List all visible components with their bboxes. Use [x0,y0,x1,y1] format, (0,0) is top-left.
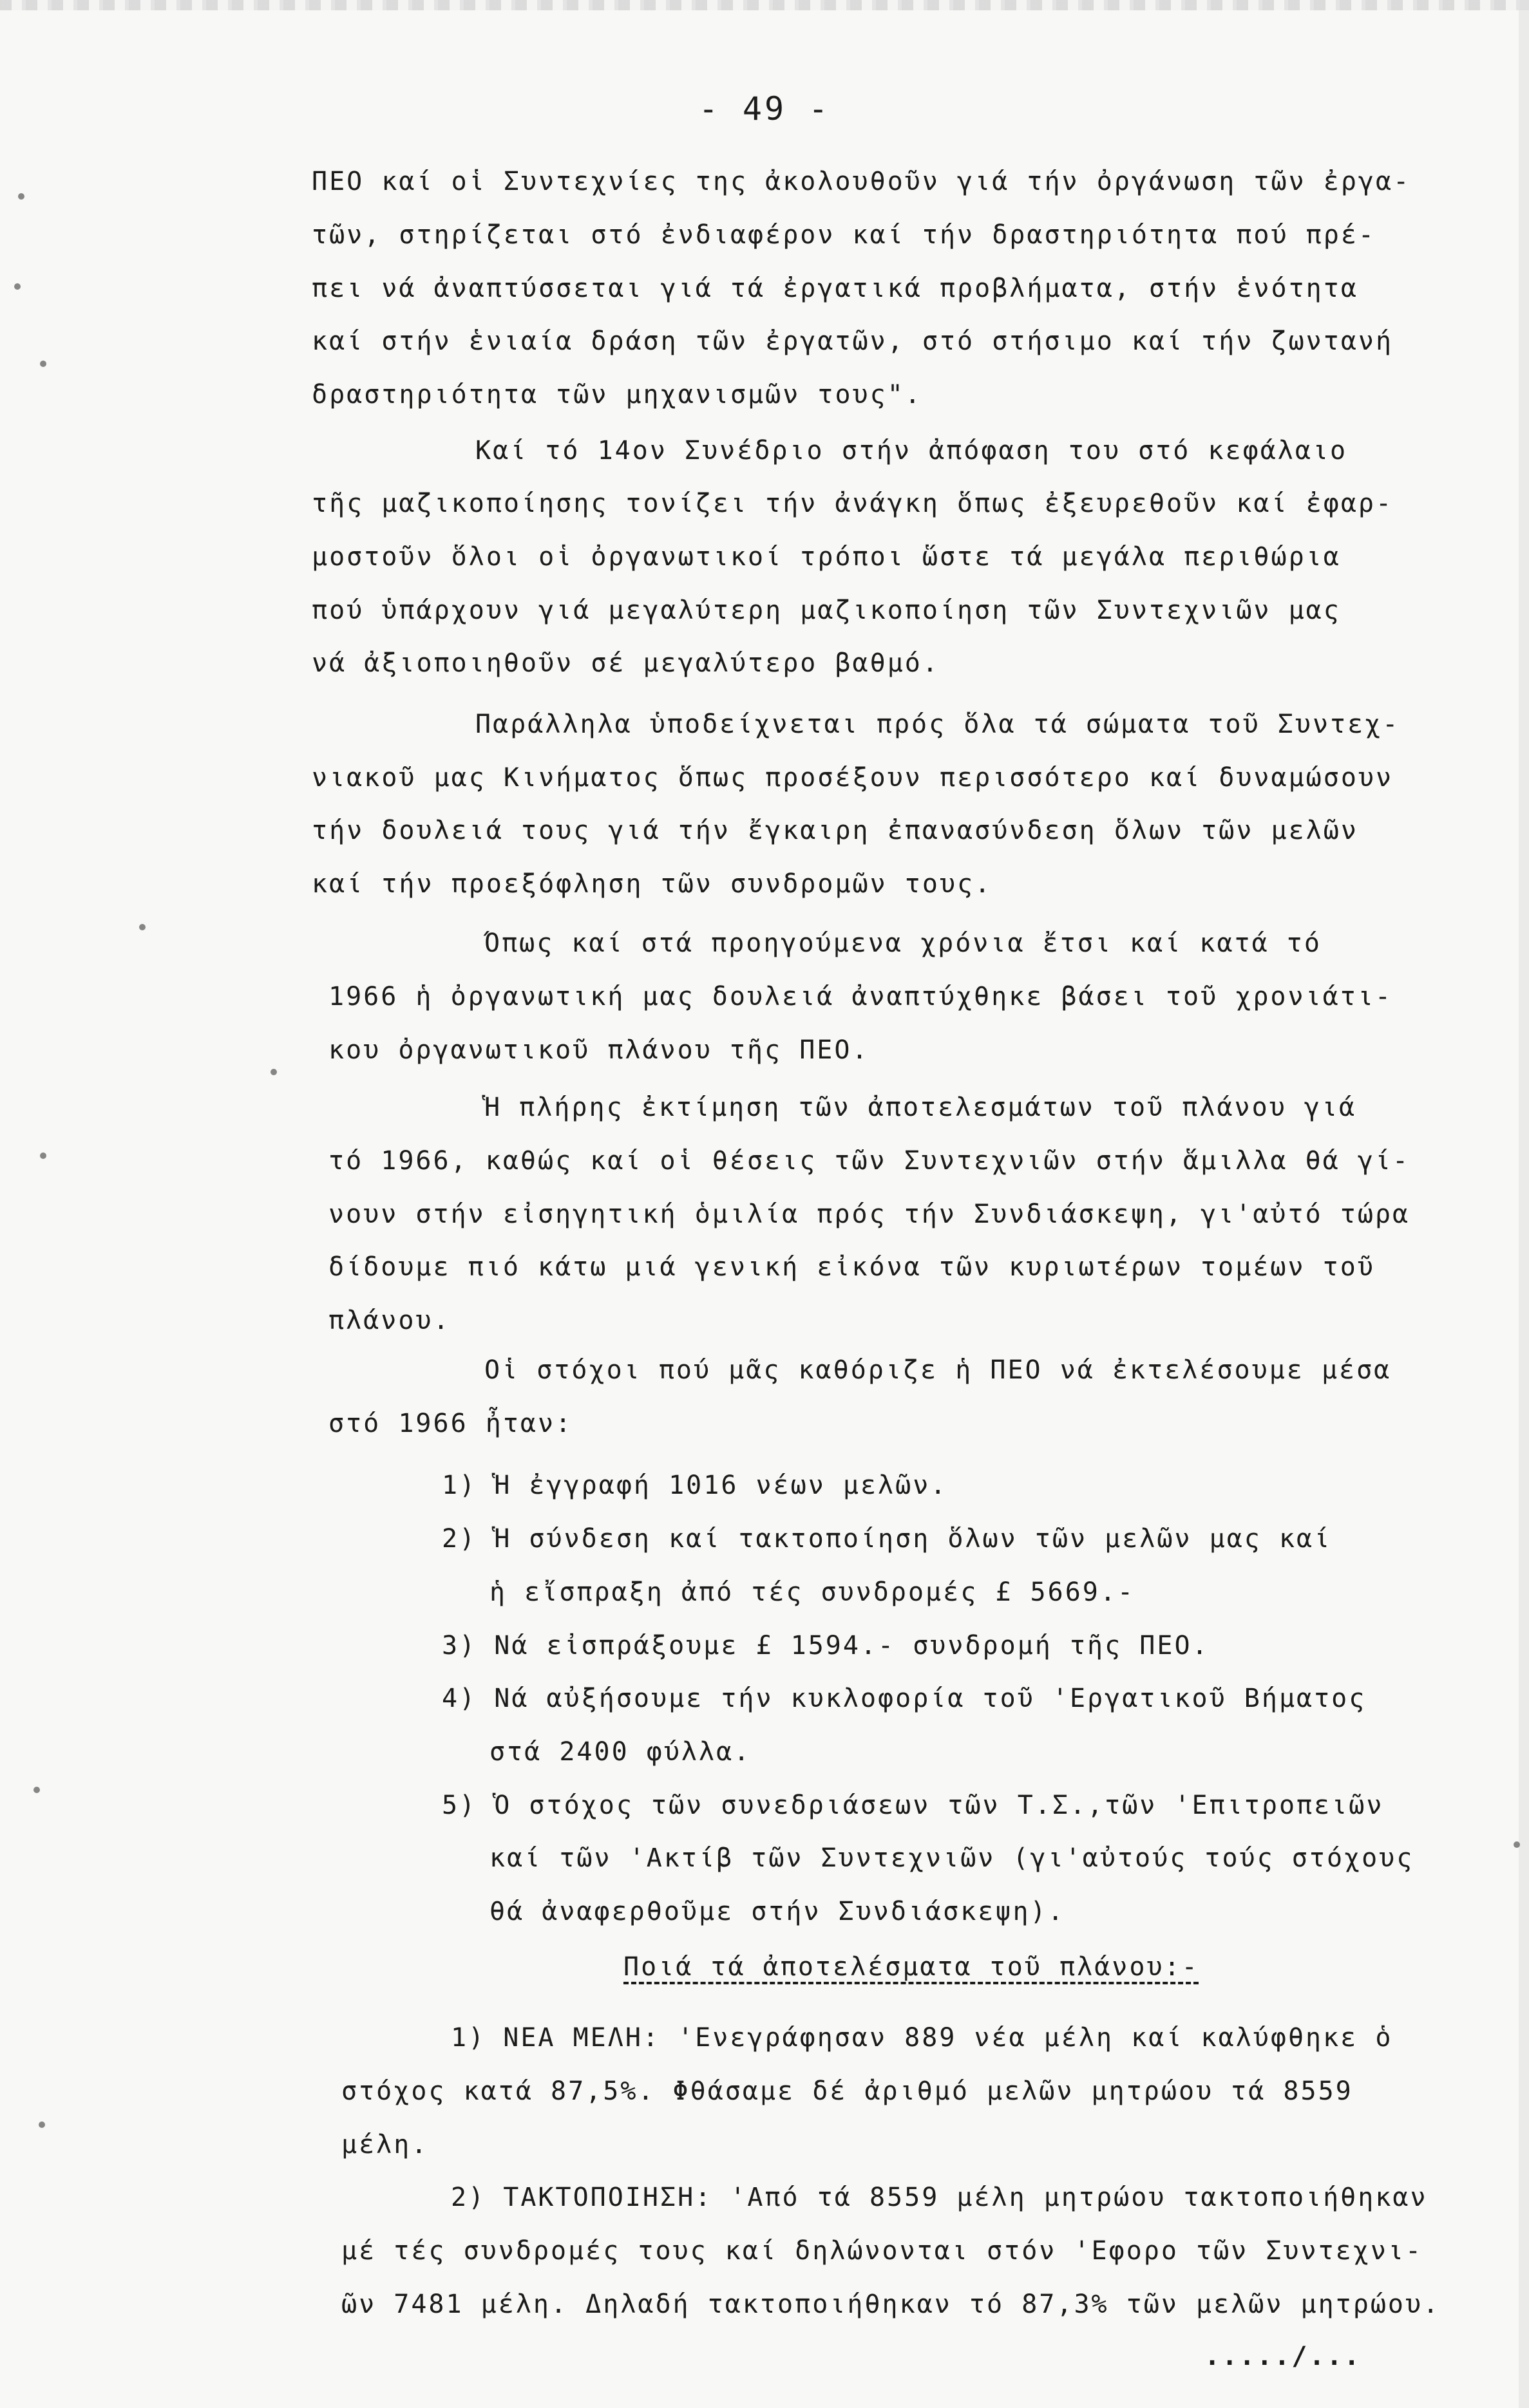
text-line: νά ἀξιοποιηθοῦν σέ μεγαλύτερο βαθμό. [312,648,940,678]
text-line: ΠΕΟ καί οἱ Συντεχνίες της ἀκολουθοῦν γιά τήν ὀργάνωση τῶν ἐργα- [312,167,1411,196]
text-line: ῶν 7481 μέλη. Δηλαδή τακτοποιήθηκαν τό 87,3% τῶν μελῶν μητρώου. [341,2290,1441,2319]
list-item: 4) Νά αὐξήσουμε τήν κυκλοφορία τοῦ 'Εργατικοῦ Βήματος [442,1684,1367,1713]
result-line: 1) ΝΕΑ ΜΕΛΗ: 'Ενεγράφησαν 889 νέα μέλη καί καλύφθηκε ὁ [451,2023,1393,2053]
text-line: πει νά ἀναπτύσσεται γιά τά ἐργατικά προβλήματα, στήν ἑνότητα [312,274,1358,303]
text-line: τήν δουλειά τους γιά τήν ἔγκαιρη ἐπανασύνδεση ὅλων τῶν μελῶν [312,816,1358,845]
list-item-continuation: καί τῶν 'Ακτίβ τῶν Συντεχνιῶν (γι'αὐτούς τούς στόχους [489,1843,1414,1873]
text-line: Οἱ στόχοι πού μᾶς καθόριζε ἡ ΠΕΟ νά ἐκτελέσουμε μέσα [484,1355,1392,1385]
text-line: Παράλληλα ὑποδείχνεται πρός ὅλα τά σώματα τοῦ Συντεχ- [475,710,1400,739]
text-line: τῶν, στηρίζεται στό ἐνδιαφέρον καί τήν δραστηριότητα πού πρέ- [312,220,1376,250]
scan-speck [18,193,24,200]
section-heading: Ποιά τά ἀποτελέσματα τοῦ πλάνου:- [623,1952,1199,1982]
continued-marker: ...../... [1204,2342,1362,2371]
list-item-continuation: στά 2400 φύλλα. [489,1737,752,1767]
list-item: 3) Νά εἰσπράξουμε £ 1594.- συνδρομή τῆς ΠΕΟ. [442,1631,1210,1660]
text-line: Καί τό 14ον Συνέδριο στήν ἀπόφαση του στό κεφάλαιο [475,436,1348,466]
scan-speck [33,1787,40,1793]
scan-top-edge [0,0,1529,10]
scan-speck [14,283,21,290]
scan-speck [1514,1841,1520,1848]
text-line: νουν στήν εἰσηγητική ὁμιλία πρός τήν Συνδιάσκεψη, γι'αὐτό τώρα [328,1199,1410,1229]
scan-speck [40,361,46,367]
scan-right-edge [1519,0,1529,2408]
text-line: μέλη. [341,2130,429,2159]
text-line: στό 1966 ἦταν: [328,1409,573,1438]
text-line: νιακοῦ μας Κινήματος ὅπως προσέξουν περισσότερο καί δυναμώσουν [312,763,1394,793]
text-line: κου ὀργανωτικοῦ πλάνου τῆς ΠΕΟ. [328,1035,869,1065]
text-line: στόχος κατά 87,5%. Φθάσαμε δέ ἀριθμό μελῶν μητρώου τά 8559 [341,2076,1353,2106]
text-line: δίδουμε πιό κάτω μιά γενική εἰκόνα τῶν κυριωτέρων τομέων τοῦ [328,1252,1375,1282]
text-line: καί στήν ἑνιαία δράση τῶν ἐργατῶν, στό στήσιμο καί τήν ζωντανή [312,326,1394,356]
scan-speck [271,1069,277,1075]
text-line: Ἡ πλήρης ἐκτίμηση τῶν ἀποτελεσμάτων τοῦ πλάνου γιά [484,1093,1357,1122]
scan-speck [40,1152,46,1159]
text-line: Όπως καί στά προηγούμενα χρόνια ἔτσι καί κατά τό [484,928,1322,958]
page-number: - 49 - [698,90,831,127]
text-line: τῆς μαζικοποίησης τονίζει τήν ἀνάγκη ὅπως ἐξευρεθοῦν καί ἐφαρ- [312,489,1394,518]
text-line: 1966 ἡ ὀργανωτική μας δουλειά ἀναπτύχθηκε βάσει τοῦ χρονιάτι- [328,982,1393,1011]
list-item: 2) Ἡ σύνδεση καί τακτοποίηση ὅλων τῶν μελῶν μας καί [442,1524,1332,1554]
list-item: 1) Ἡ ἐγγραφή 1016 νέων μελῶν. [442,1471,948,1500]
list-item-continuation: ἡ εἴσπραξη ἀπό τές συνδρομές £ 5669.- [489,1577,1135,1607]
text-line: καί τήν προεξόφληση τῶν συνδρομῶν τους. [312,869,992,899]
text-line: δραστηριότητα τῶν μηχανισμῶν τους". [312,380,922,409]
scan-speck [139,924,146,930]
scan-speck [39,2121,45,2128]
list-item-continuation: θά ἀναφερθοῦμε στήν Συνδιάσκεψη). [489,1897,1065,1926]
text-line: τό 1966, καθώς καί οἱ θέσεις τῶν Συντεχνιῶν στήν ἅμιλλα θά γί- [328,1146,1410,1176]
list-item: 5) Ὁ στόχος τῶν συνεδριάσεων τῶν Τ.Σ.,τῶν 'Επιτροπειῶν [442,1791,1384,1820]
text-line: πού ὑπάρχουν γιά μεγαλύτερη μαζικοποίηση τῶν Συντεχνιῶν μας [312,596,1341,625]
text-line: πλάνου. [328,1306,451,1335]
text-line: μέ τές συνδρομές τους καί δηλώνονται στόν 'Εφορο τῶν Συντεχνι- [341,2236,1423,2266]
result-line: 2) ΤΑΚΤΟΠΟΙΗΣΗ: 'Από τά 8559 μέλη μητρώου τακτοποιήθηκαν [451,2183,1428,2212]
text-line: μοστοῦν ὅλοι οἱ ὀργανωτικοί τρόποι ὥστε τά μεγάλα περιθώρια [312,542,1341,572]
